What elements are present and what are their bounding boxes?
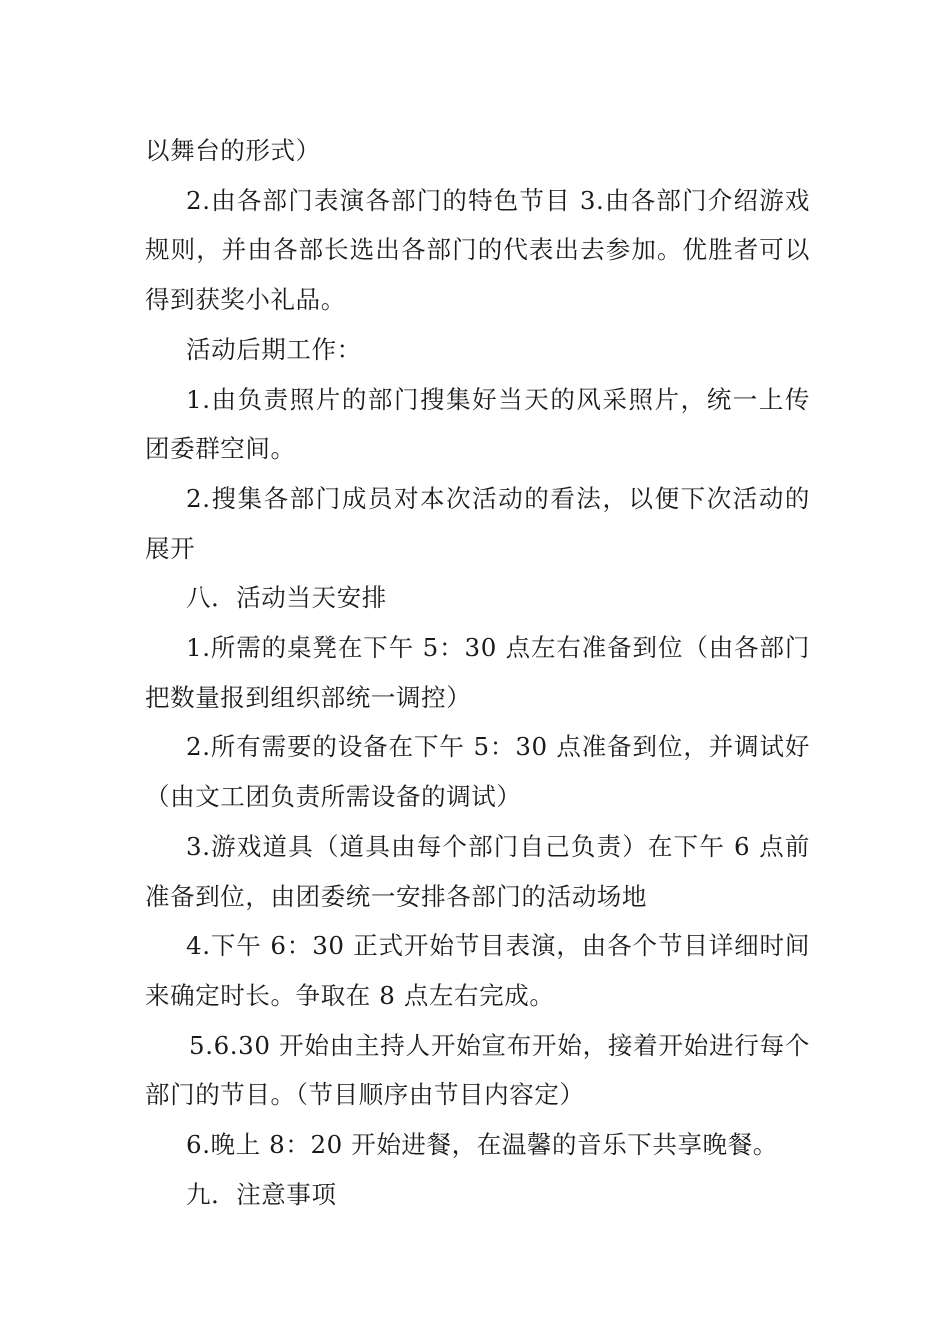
paragraph-performance-start: 4.下午 6：30 正式开始节目表演，由各个节目详细时间来确定时长。争取在 8 点左右完成。 <box>145 931 810 1010</box>
paragraph-host-announcement: 5.6.30 开始由主持人开始宣布开始，接着开始进行每个部门的节目。（节目顺序由节目内容定） <box>145 1030 810 1110</box>
heading-day-schedule: 八．活动当天安排 <box>186 583 387 613</box>
heading-post-activity-work: 活动后期工作： <box>186 334 362 364</box>
paragraph-dinner: 6.晚上 8：20 开始进餐，在温馨的音乐下共享晚餐。 <box>186 1130 778 1160</box>
heading-notes: 九．注意事项 <box>186 1179 337 1209</box>
paragraph-equipment: 2.所有需要的设备在下午 5：30 点准备到位，并调试好（由文工团负责所需设备的调试） <box>145 732 810 812</box>
document-body <box>145 126 810 1219</box>
paragraph-programs-and-games: 2.由各部门表演各部门的特色节目 3.由各部门介绍游戏规则，并由各部长选出各部门的代表出去参加。优胜者可以得到获奖小礼品。 <box>145 185 810 315</box>
paragraph-feedback-collection: 2.搜集各部门成员对本次活动的看法，以便下次活动的展开 <box>145 483 810 563</box>
paragraph-tables-chairs: 1.所需的桌凳在下午 5：30 点左右准备到位（由各部门把数量报到组织部统一调控） <box>145 633 810 712</box>
paragraph-game-props: 3.游戏道具（道具由每个部门自己负责）在下午 6 点前准备到位，由团委统一安排各部门的活动场地 <box>145 831 810 911</box>
paragraph-photo-collection: 1.由负责照片的部门搜集好当天的风采照片，统一上传团委群空间。 <box>145 384 810 464</box>
paragraph-stage-form: 以舞台的形式） <box>145 136 321 165</box>
